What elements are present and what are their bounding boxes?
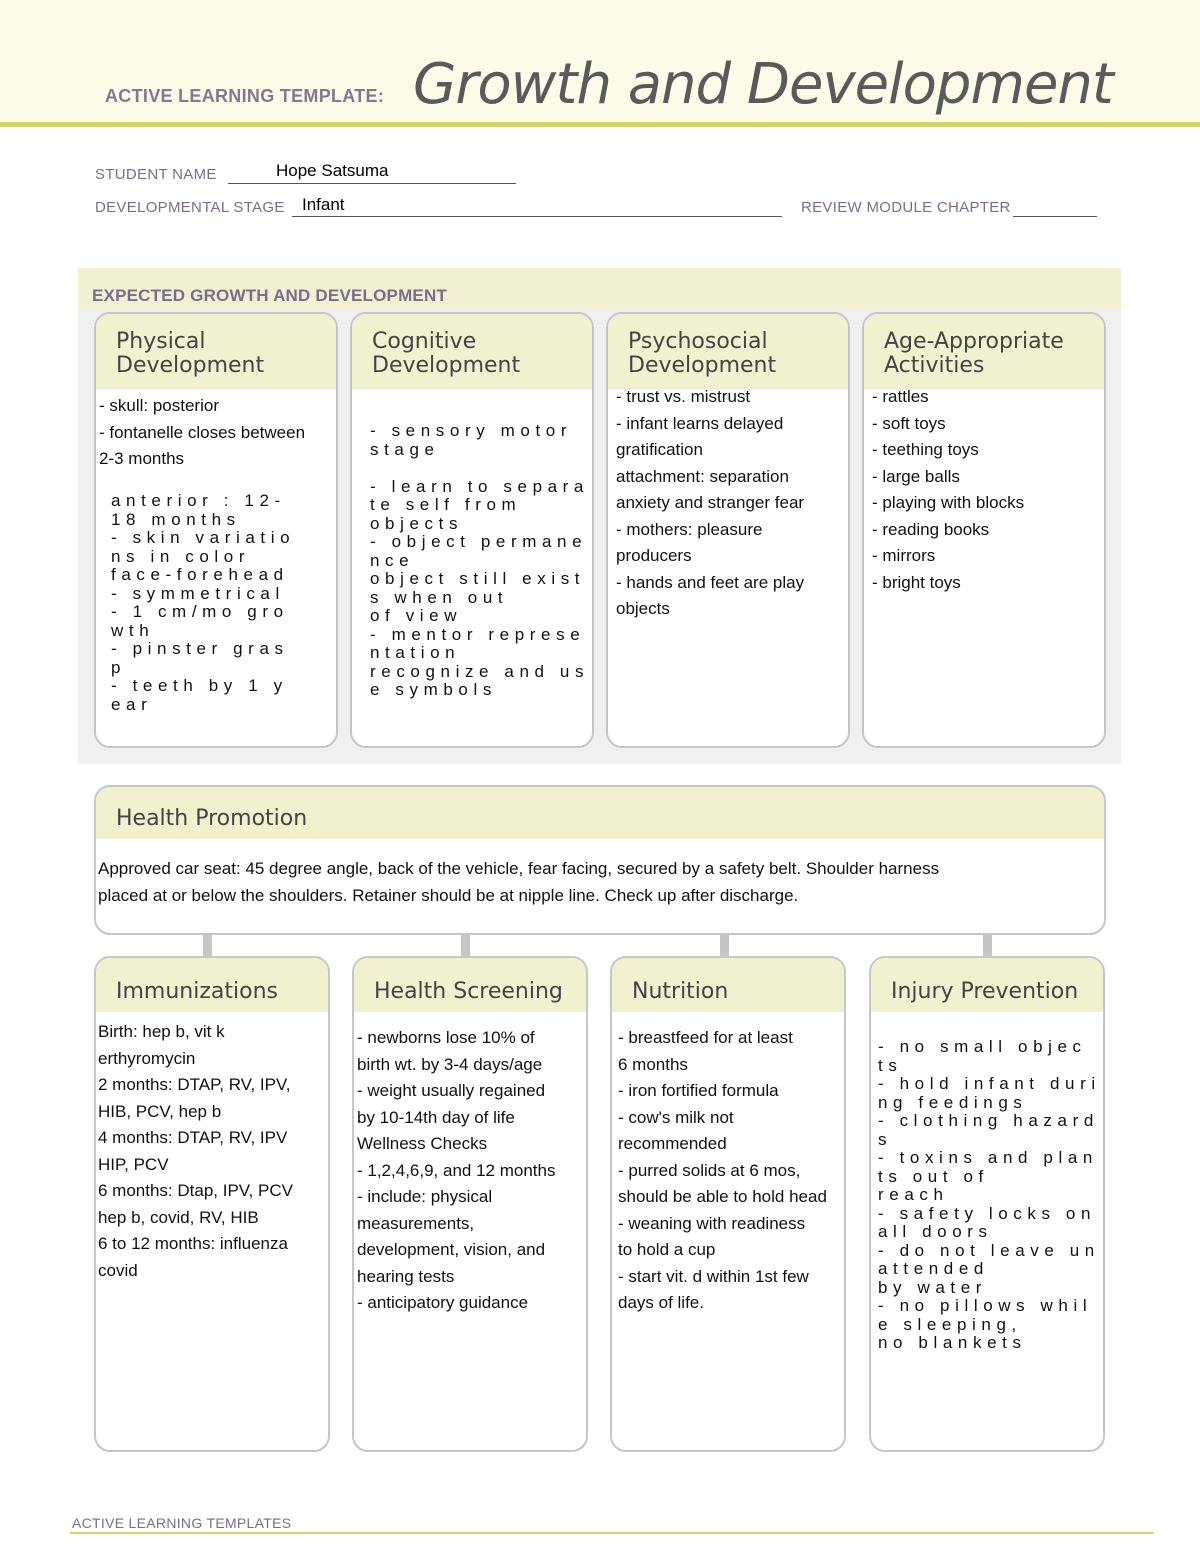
developmental-stage-label: DEVELOPMENTAL STAGE bbox=[95, 199, 285, 216]
connector bbox=[203, 934, 212, 956]
developmental-stage-value: Infant bbox=[302, 195, 345, 214]
expected-section-title: EXPECTED GROWTH AND DEVELOPMENT bbox=[92, 286, 448, 305]
physical-development-text: - skull: posterior - fontanelle closes between 2-3 months bbox=[99, 396, 306, 468]
page-title: Growth and Development bbox=[413, 52, 1113, 117]
health-screening-text: - newborns lose 10% of birth wt. by 3-4 days/age - weight usually regained by 10-14th day of life Wellness Checks - 1,2,4,6,9, and 12 months - include: physical measurements, development, vision, and hearing tests - anticipatory guidance bbox=[357, 1028, 556, 1312]
health-promotion-text: Approved car seat: 45 degree angle, back of the vehicle, fear facing, secured by a safety belt. Shoulder harness placed at or below the shoulders. Retainer should be at nipple line. Check up after discharge. bbox=[98, 859, 940, 905]
student-name-label: STUDENT NAME bbox=[95, 166, 217, 183]
template-label: ACTIVE LEARNING TEMPLATE: bbox=[105, 86, 385, 106]
nutrition-text: - breastfeed for at least 6 months - iron fortified formula - cow's milk not recommended - purred solids at 6 mos, should be able to hold head - weaning with readiness to hold a cup - start vit. d within 1st few days of life. bbox=[618, 1028, 827, 1312]
developmental-stage-line[interactable] bbox=[292, 198, 782, 217]
age-appropriate-activities-text: - rattles - soft toys - teething toys - large balls - playing with blocks - reading books - mirrors - bright toys bbox=[872, 387, 1025, 592]
psychosocial-development-title: Psychosocial Development bbox=[628, 329, 777, 378]
cognitive-development-text: - sensory motor stage - learn to separa te self from objects - object permane nce object still exist s when out of view - mentor represe ntation recognize and us e symbols bbox=[370, 421, 590, 699]
connector bbox=[720, 934, 729, 956]
physical-development-text-extra: anterior : 12- 18 months - skin variatio ns in color face-forehead - symmetrical - 1 cm/mo gro wth - pinster gras p - teeth by 1 y ear bbox=[111, 491, 296, 714]
connector bbox=[983, 934, 992, 956]
review-module-chapter-line[interactable] bbox=[1013, 198, 1097, 217]
health-promotion-title: Health Promotion bbox=[116, 806, 308, 831]
connector bbox=[461, 934, 470, 956]
age-appropriate-activities-title: Age-Appropriate Activities bbox=[884, 329, 1064, 378]
psychosocial-development-text: - trust vs. mistrust - infant learns delayed gratification attachment: separation anxiety and stranger fear - mothers: pleasure producers - hands and feet are play objects bbox=[616, 387, 805, 618]
immunizations-text: Birth: hep b, vit k erthyromycin 2 months: DTAP, RV, IPV, HIB, PCV, hep b 4 months: DTAP, RV, IPV HIP, PCV 6 months: Dtap, IPV, PCV hep b, covid, RV, HIB 6 to 12 months: influenza covid bbox=[98, 1022, 293, 1280]
injury-prevention-text: - no small objec ts - hold infant duri ng feedings - clothing hazard s - toxins and plan ts out of reach - safety locks on all doors - do not leave un attended by water - no pillows whil e sleeping, no blankets bbox=[878, 1037, 1101, 1352]
nutrition-title: Nutrition bbox=[632, 979, 729, 1004]
footer-rule bbox=[70, 1532, 1154, 1534]
student-name-value: Hope Satsuma bbox=[276, 161, 389, 180]
physical-development-title: Physical Development bbox=[116, 329, 265, 378]
injury-prevention-title: Injury Prevention bbox=[891, 979, 1079, 1004]
immunizations-title: Immunizations bbox=[116, 979, 278, 1004]
health-screening-title: Health Screening bbox=[374, 979, 563, 1004]
footer-label: ACTIVE LEARNING TEMPLATES bbox=[72, 1515, 292, 1531]
review-module-chapter-label: REVIEW MODULE CHAPTER bbox=[801, 199, 1011, 216]
cognitive-development-title: Cognitive Development bbox=[372, 329, 521, 378]
header-rule bbox=[0, 122, 1200, 127]
